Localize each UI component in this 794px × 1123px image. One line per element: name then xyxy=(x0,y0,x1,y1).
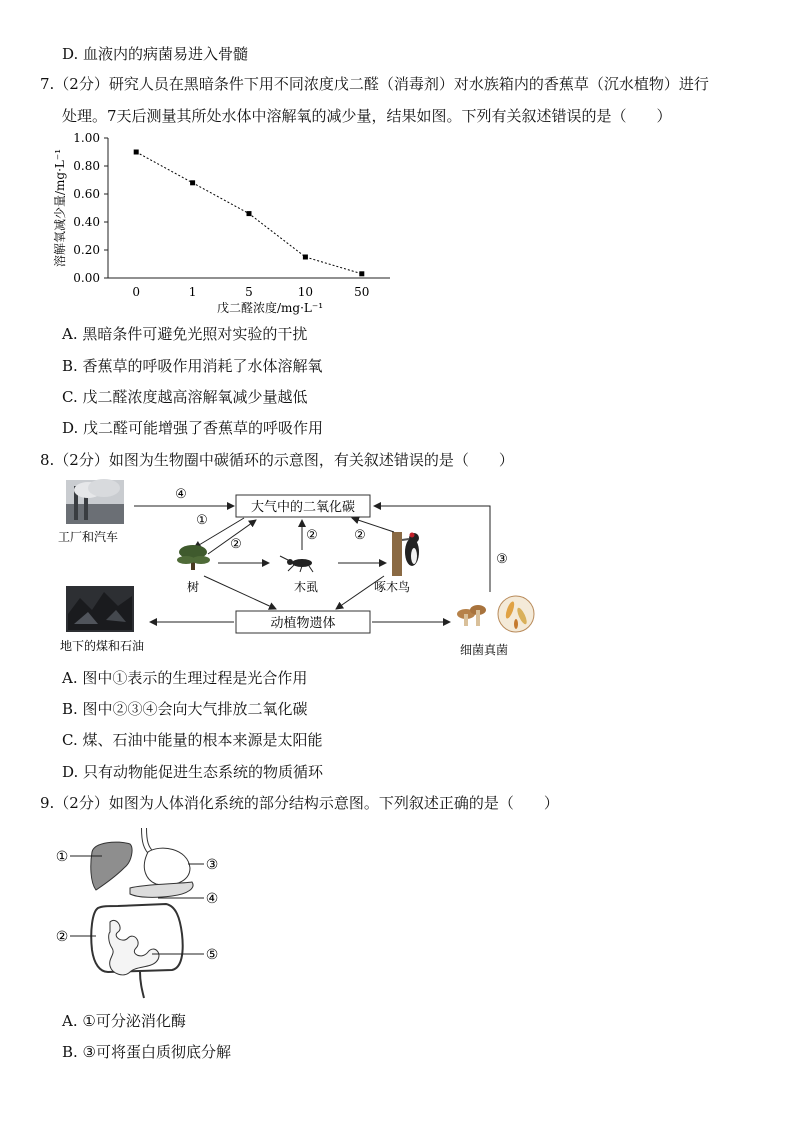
q7-line-chart xyxy=(48,126,408,322)
digestive-system-diagram xyxy=(48,822,228,1002)
atmosphere-label: 大气中的二氧化碳 xyxy=(250,500,356,515)
data-point xyxy=(359,271,364,276)
num-4: ④ xyxy=(175,487,187,502)
q8-option-a: A. 图中①表示的生理过程是光合作用 xyxy=(62,669,308,687)
remains-label: 动植物遗体 xyxy=(270,616,336,631)
chart-y-label: 溶解氧减少量/mg·L⁻¹ xyxy=(53,148,67,268)
microbes-icon xyxy=(457,596,534,632)
louse-label: 木虱 xyxy=(293,580,319,594)
y-tick-label: 0.00 xyxy=(73,271,100,285)
q7-option-c: C. 戊二醛浓度越高溶解氧减少量越低 xyxy=(62,388,308,406)
data-point xyxy=(303,255,308,260)
x-tick-label: 1 xyxy=(188,285,197,299)
num-2-woodpecker: ② xyxy=(354,528,366,543)
chart-axes xyxy=(108,138,390,278)
num-2-tree: ② xyxy=(230,537,242,552)
q7-option-a: A. 黑暗条件可避免光照对实验的干扰 xyxy=(62,325,308,343)
carbon-cycle-diagram xyxy=(54,474,554,666)
chart-x-label: 戊二醛浓度/mg·L⁻¹ xyxy=(216,301,324,315)
coal-label: 地下的煤和石油 xyxy=(60,639,145,653)
q9-option-a: A. ①可分泌消化酶 xyxy=(62,1012,186,1030)
q8-stem: 8.（2分）如图为生物圈中碳循环的示意图，有关叙述错误的是（ ） xyxy=(40,451,514,469)
q9-option-b: B. ③可将蛋白质彻底分解 xyxy=(62,1043,232,1061)
rectum-shape xyxy=(140,972,144,998)
num-3: ③ xyxy=(496,552,508,567)
woodpecker-icon xyxy=(392,532,419,576)
q6-option-d: D. 血液内的病菌易进入骨髓 xyxy=(62,45,249,63)
tree-label: 树 xyxy=(186,580,200,594)
label-1: ① xyxy=(55,849,69,865)
factory-label: 工厂和汽车 xyxy=(58,530,119,544)
louse-icon xyxy=(280,556,313,572)
woodpecker-label: 啄木鸟 xyxy=(373,580,411,594)
label-5: ⑤ xyxy=(205,947,219,963)
x-tick-label: 10 xyxy=(297,285,314,299)
pancreas-shape xyxy=(130,882,193,897)
q8-option-d: D. 只有动物能促进生态系统的物质循环 xyxy=(62,763,324,781)
q7-stem-line2: 处理。7天后测量其所处水体中溶解氧的减少量，结果如图。下列有关叙述错误的是（ ） xyxy=(62,107,672,125)
x-tick-label: 50 xyxy=(354,285,370,299)
liver-shape xyxy=(91,842,132,890)
num-2-louse: ② xyxy=(306,528,318,543)
q7-option-d: D. 戊二醛可能增强了香蕉草的呼吸作用 xyxy=(62,419,324,437)
tree-icon xyxy=(177,545,210,570)
y-tick-label: 0.40 xyxy=(73,215,100,229)
stomach-shape xyxy=(144,848,190,885)
q8-option-c: C. 煤、石油中能量的根本来源是太阳能 xyxy=(62,731,323,749)
data-point xyxy=(190,180,195,185)
y-tick-label: 1.00 xyxy=(73,131,100,145)
chart-series xyxy=(134,150,365,277)
label-2: ② xyxy=(55,929,69,945)
factory-image xyxy=(66,479,124,524)
label-4: ④ xyxy=(205,891,219,907)
y-tick-label: 0.60 xyxy=(73,187,100,201)
y-tick-label: 0.20 xyxy=(73,243,100,257)
x-tick-label: 5 xyxy=(245,285,253,299)
microbes-label: 细菌真菌 xyxy=(459,643,509,657)
q7-stem-line1: 7.（2分）研究人员在黑暗条件下用不同浓度戊二醛（消毒剂）对水族箱内的香蕉草（沉水植物）进行 xyxy=(40,75,709,93)
chart-ticks xyxy=(73,131,369,299)
q9-stem: 9.（2分）如图为人体消化系统的部分结构示意图。下列叙述正确的是（ ） xyxy=(40,794,559,812)
x-tick-label: 0 xyxy=(132,285,141,299)
coal-image xyxy=(66,586,134,632)
arrow-tree-remains xyxy=(204,576,276,609)
data-point xyxy=(247,211,252,216)
num-1: ① xyxy=(196,513,208,528)
data-point xyxy=(134,150,139,155)
y-tick-label: 0.80 xyxy=(73,159,100,173)
label-3: ③ xyxy=(205,857,219,873)
q8-option-b: B. 图中②③④会向大气排放二氧化碳 xyxy=(62,700,308,718)
q7-option-b: B. 香蕉草的呼吸作用消耗了水体溶解氧 xyxy=(62,357,323,375)
